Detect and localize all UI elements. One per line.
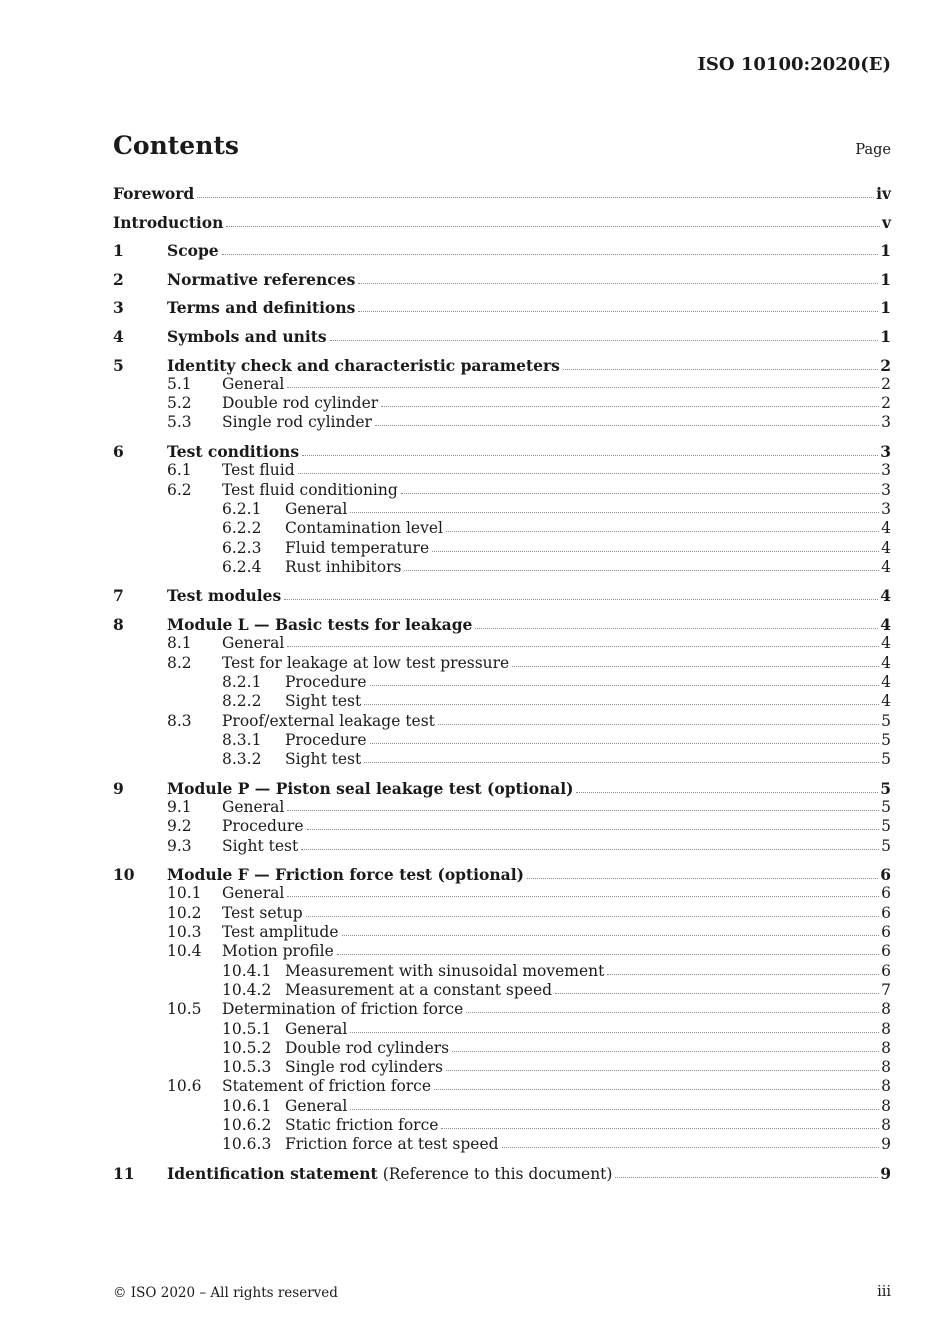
toc-entry-title: Identity check and characteristic parameters	[167, 355, 560, 375]
toc-entry-page: 8	[881, 1038, 891, 1057]
toc-entry-title: Test modules	[167, 586, 282, 606]
toc-entry-page: 8	[881, 1058, 891, 1077]
toc-entry-number: 6.1	[167, 461, 192, 480]
dot-leader	[446, 527, 879, 532]
toc-entry[interactable]	[113, 712, 891, 731]
dot-leader	[401, 489, 879, 494]
dot-leader	[370, 681, 880, 686]
dot-leader	[307, 825, 880, 830]
toc-entry[interactable]	[113, 923, 891, 942]
toc-entry[interactable]	[113, 213, 891, 232]
dot-leader	[330, 336, 879, 341]
dot-leader	[350, 1105, 879, 1110]
toc-entry[interactable]	[113, 1116, 891, 1135]
toc-entry-page: 7	[881, 980, 891, 999]
toc-entry-title: Single rod cylinders	[285, 1058, 443, 1077]
toc-entry-page: 5	[880, 778, 891, 798]
toc-entry-page: 8	[881, 1000, 891, 1019]
dot-leader	[381, 402, 879, 407]
toc-entry-page: 1	[880, 241, 891, 261]
toc-entry-title: Double rod cylinders	[285, 1038, 450, 1057]
toc-entry-page: 3	[880, 442, 891, 462]
dot-leader	[287, 892, 879, 897]
toc-entry-page: 9	[880, 1163, 891, 1183]
dot-leader	[555, 989, 879, 994]
toc-entry-page: 2	[880, 355, 891, 375]
toc-entry-title: General	[285, 1096, 348, 1115]
toc-entry-title: Procedure	[285, 672, 367, 691]
toc-entry-title: General	[285, 499, 348, 518]
toc-entry-title: Module P — Piston seal leakage test (optional)	[167, 778, 574, 798]
toc-entry-number: 4	[113, 326, 124, 346]
toc-entry-number: 5.3	[167, 413, 192, 432]
toc-entry[interactable]	[113, 1077, 891, 1096]
toc-entry-title: Measurement at a constant speed	[285, 980, 553, 999]
toc-entry-number: 10.5.3	[222, 1058, 272, 1077]
toc-entry-title: Module L — Basic tests for leakage	[167, 615, 473, 635]
toc-entry-number: 8.2	[167, 653, 192, 672]
toc-entry-page: 3	[881, 461, 891, 480]
toc-entry-page: 4	[881, 653, 891, 672]
dot-leader	[222, 250, 879, 255]
toc-entry[interactable]	[113, 837, 891, 856]
toc-entry[interactable]	[113, 1135, 891, 1154]
dot-leader	[298, 469, 880, 474]
toc-entry-page: 6	[881, 884, 891, 903]
dot-leader	[358, 307, 878, 312]
toc-entry-title: Double rod cylinder	[222, 394, 379, 413]
dot-leader	[337, 950, 879, 955]
toc-entry-title: Test amplitude	[222, 923, 339, 942]
toc-entry[interactable]	[113, 962, 891, 981]
dot-leader	[370, 739, 880, 744]
toc-entry-number: 8.3.2	[222, 750, 262, 769]
dot-leader	[301, 845, 879, 850]
toc-entry-number: 7	[113, 586, 124, 606]
toc-entry-title: Sight test	[285, 692, 362, 711]
toc-entry[interactable]	[113, 481, 891, 500]
dot-leader	[466, 1008, 879, 1013]
table-of-contents	[113, 184, 891, 1183]
dot-leader	[364, 758, 879, 763]
toc-entry-number: 10.4	[167, 942, 202, 961]
toc-entry[interactable]	[113, 1020, 891, 1039]
toc-entry[interactable]	[113, 779, 891, 798]
toc-entry[interactable]	[113, 615, 891, 634]
page-title: Contents	[113, 131, 240, 160]
toc-entry-title: Module F — Friction force test (optional)	[167, 865, 524, 885]
toc-entry[interactable]	[113, 539, 891, 558]
toc-entry[interactable]	[113, 981, 891, 1000]
toc-entry-page: 6	[881, 903, 891, 922]
toc-entry-title: Test for leakage at low test pressure	[222, 653, 510, 672]
toc-entry-number: 9	[113, 778, 124, 798]
toc-entry-page: 4	[881, 634, 891, 653]
dot-leader	[358, 279, 878, 284]
toc-entry-title: Test conditions	[167, 442, 300, 462]
toc-entry-page: 9	[881, 1135, 891, 1154]
toc-entry-number: 9.2	[167, 817, 192, 836]
dot-leader	[375, 421, 879, 426]
toc-entry-title: Normative references	[167, 269, 356, 289]
toc-entry[interactable]	[113, 558, 891, 577]
toc-entry-number: 8.2.1	[222, 672, 262, 691]
toc-entry[interactable]	[113, 817, 891, 836]
toc-entry-number: 3	[113, 298, 124, 318]
toc-entry-title: Introduction	[113, 212, 224, 232]
toc-entry[interactable]	[113, 1000, 891, 1019]
toc-entry-page: 8	[881, 1116, 891, 1135]
dot-leader	[226, 222, 880, 227]
toc-entry-title: Friction force at test speed	[285, 1135, 499, 1154]
toc-entry-number: 10.6.2	[222, 1116, 272, 1135]
toc-entry-number: 8	[113, 615, 124, 635]
toc-entry-number: 6.2.2	[222, 519, 262, 538]
toc-entry-title: Identification statement	[167, 1163, 378, 1183]
toc-entry-page: 8	[881, 1019, 891, 1038]
dot-leader	[350, 1028, 879, 1033]
dot-leader	[364, 700, 879, 705]
toc-entry[interactable]	[113, 692, 891, 711]
toc-entry[interactable]	[113, 942, 891, 961]
toc-entry-title: General	[222, 634, 285, 653]
toc-entry[interactable]	[113, 798, 891, 817]
toc-entry-number: 8.3	[167, 711, 192, 730]
toc-entry-number: 8.3.1	[222, 730, 262, 749]
toc-entry-title: General	[222, 797, 285, 816]
toc-entry-title: Symbols and units	[167, 326, 327, 346]
dot-leader	[287, 642, 879, 647]
toc-entry-title: Test setup	[222, 903, 303, 922]
toc-entry[interactable]	[113, 634, 891, 653]
toc-entry-number: 6.2.1	[222, 499, 262, 518]
toc-entry-number: 6.2	[167, 480, 192, 499]
toc-entry-page: 5	[881, 711, 891, 730]
toc-entry[interactable]	[113, 654, 891, 673]
dot-leader	[342, 931, 880, 936]
dot-leader	[287, 806, 879, 811]
toc-entry-title: Sight test	[222, 836, 299, 855]
toc-entry-title: Foreword	[113, 184, 195, 203]
dot-leader	[475, 624, 878, 629]
toc-entry-number: 8.1	[167, 634, 192, 653]
toc-entry[interactable]	[113, 904, 891, 923]
toc-entry-title: Motion profile	[222, 942, 334, 961]
toc-entry-title: Fluid temperature	[285, 538, 430, 557]
toc-entry-title: Measurement with sinusoidal movement	[285, 961, 605, 980]
toc-entry-page: 4	[880, 586, 891, 606]
toc-entry-page: v	[881, 212, 891, 232]
toc-entry-number: 10.4.1	[222, 961, 272, 980]
toc-entry-number: 10.6.1	[222, 1096, 272, 1115]
toc-entry[interactable]	[113, 1164, 891, 1183]
toc-entry-title: Proof/external leakage test	[222, 711, 435, 730]
toc-entry[interactable]	[113, 461, 891, 480]
copyright-notice: © ISO 2020 – All rights reserved	[113, 1285, 338, 1301]
toc-entry-page: 6	[880, 865, 891, 885]
toc-entry[interactable]	[113, 241, 891, 260]
toc-entry-page: 6	[881, 942, 891, 961]
toc-entry[interactable]	[113, 500, 891, 519]
toc-entry-page: 1	[880, 298, 891, 318]
toc-entry-title: Test fluid	[222, 461, 295, 480]
toc-entry[interactable]	[113, 375, 891, 394]
dot-leader	[502, 1143, 880, 1148]
toc-entry-page: 5	[881, 730, 891, 749]
toc-entry-title: Terms and definitions	[167, 298, 356, 318]
toc-entry-page: 8	[881, 1077, 891, 1096]
toc-entry-page: 4	[881, 692, 891, 711]
toc-entry-page: 6	[881, 961, 891, 980]
toc-entry[interactable]	[113, 519, 891, 538]
toc-entry-page: 5	[881, 836, 891, 855]
toc-entry-page: 4	[881, 557, 891, 576]
toc-entry[interactable]	[113, 394, 891, 413]
dot-leader	[302, 451, 878, 456]
toc-entry-number: 6.2.4	[222, 557, 262, 576]
toc-entry-number: 8.2.2	[222, 692, 262, 711]
page-number: iii	[877, 1284, 891, 1300]
toc-entry-page: 5	[881, 797, 891, 816]
toc-entry-title: Static friction force	[285, 1116, 439, 1135]
toc-entry[interactable]	[113, 298, 891, 317]
toc-entry[interactable]	[113, 731, 891, 750]
toc-entry-page: 4	[881, 538, 891, 557]
toc-entry-page: 4	[880, 615, 891, 635]
toc-entry-number: 10.5.1	[222, 1019, 272, 1038]
toc-entry[interactable]	[113, 750, 891, 769]
toc-entry-number: 1	[113, 241, 124, 261]
dot-leader	[287, 383, 879, 388]
toc-entry[interactable]	[113, 184, 891, 203]
toc-entry-title: Determination of friction force	[222, 1000, 464, 1019]
toc-entry-number: 10.2	[167, 903, 202, 922]
toc-entry-page: 5	[881, 817, 891, 836]
toc-entry-number: 10.3	[167, 923, 202, 942]
toc-entry-number: 5	[113, 355, 124, 375]
toc-entry-number: 9.3	[167, 836, 192, 855]
toc-entry-title: Procedure	[222, 817, 304, 836]
dot-leader	[446, 1066, 879, 1071]
toc-entry[interactable]	[113, 1058, 891, 1077]
dot-leader	[563, 365, 878, 370]
toc-entry[interactable]	[113, 270, 891, 289]
dot-leader	[441, 1124, 879, 1129]
toc-entry-title: Rust inhibitors	[285, 557, 402, 576]
toc-entry[interactable]	[113, 1039, 891, 1058]
toc-entry-page: 4	[881, 672, 891, 691]
toc-entry-title: Statement of friction force	[222, 1077, 432, 1096]
toc-entry-page: 2	[881, 394, 891, 413]
toc-entry-page: 6	[881, 923, 891, 942]
toc-entry-number: 10.5.2	[222, 1038, 272, 1057]
toc-entry[interactable]	[113, 327, 891, 346]
toc-entry[interactable]	[113, 356, 891, 375]
page-column-label: Page	[855, 142, 891, 158]
toc-entry-number: 6.2.3	[222, 538, 262, 557]
dot-leader	[404, 566, 879, 571]
toc-entry[interactable]	[113, 442, 891, 461]
dot-leader	[527, 874, 878, 879]
toc-entry-title: Contamination level	[285, 519, 443, 538]
dot-leader	[350, 508, 879, 513]
toc-entry-title: Test fluid conditioning	[222, 480, 398, 499]
dot-leader	[452, 1047, 879, 1052]
toc-entry-page: 1	[880, 326, 891, 346]
toc-entry-title: Procedure	[285, 730, 367, 749]
toc-entry-number: 11	[113, 1163, 135, 1183]
toc-entry-title: Single rod cylinder	[222, 413, 372, 432]
toc-entry[interactable]	[113, 673, 891, 692]
toc-entry-title: Sight test	[285, 750, 362, 769]
toc-entry-page: 5	[881, 750, 891, 769]
dot-leader	[306, 912, 879, 917]
toc-entry-number: 10.4.2	[222, 980, 272, 999]
toc-entry-note: (Reference to this document)	[382, 1164, 613, 1183]
toc-entry-title: General	[222, 374, 285, 393]
toc-entry-page: 8	[881, 1096, 891, 1115]
toc-entry[interactable]	[113, 586, 891, 605]
toc-entry-number: 10.6.3	[222, 1135, 272, 1154]
dot-leader	[512, 662, 879, 667]
toc-entry-number: 5.1	[167, 374, 192, 393]
dot-leader	[438, 720, 879, 725]
toc-entry-page: 3	[881, 413, 891, 432]
toc-entry-title: Scope	[167, 241, 219, 261]
toc-entry-page: 1	[880, 269, 891, 289]
toc-entry-number: 5.2	[167, 394, 192, 413]
toc-entry-page: 3	[881, 480, 891, 499]
dot-leader	[607, 970, 879, 975]
toc-entry-number: 10	[113, 865, 135, 885]
toc-entry-page: 3	[881, 499, 891, 518]
toc-entry-number: 10.1	[167, 884, 202, 903]
toc-entry-number: 6	[113, 442, 124, 462]
toc-entry[interactable]	[113, 884, 891, 903]
toc-entry-number: 2	[113, 269, 124, 289]
toc-entry-number: 10.6	[167, 1077, 202, 1096]
dot-leader	[432, 547, 879, 552]
toc-entry-number: 10.5	[167, 1000, 202, 1019]
toc-entry-title: General	[222, 884, 285, 903]
toc-entry-number: 9.1	[167, 797, 192, 816]
dot-leader	[197, 193, 874, 198]
toc-entry-page: 4	[881, 519, 891, 538]
toc-entry-page: 2	[881, 374, 891, 393]
dot-leader	[615, 1173, 878, 1178]
toc-entry-page: iv	[876, 184, 891, 203]
dot-leader	[284, 595, 878, 600]
document-id: ISO 10100:2020(E)	[697, 54, 891, 75]
toc-entry[interactable]	[113, 413, 891, 432]
dot-leader	[434, 1085, 879, 1090]
toc-entry[interactable]	[113, 865, 891, 884]
toc-entry-title: General	[285, 1019, 348, 1038]
toc-entry[interactable]	[113, 1097, 891, 1116]
dot-leader	[576, 788, 878, 793]
